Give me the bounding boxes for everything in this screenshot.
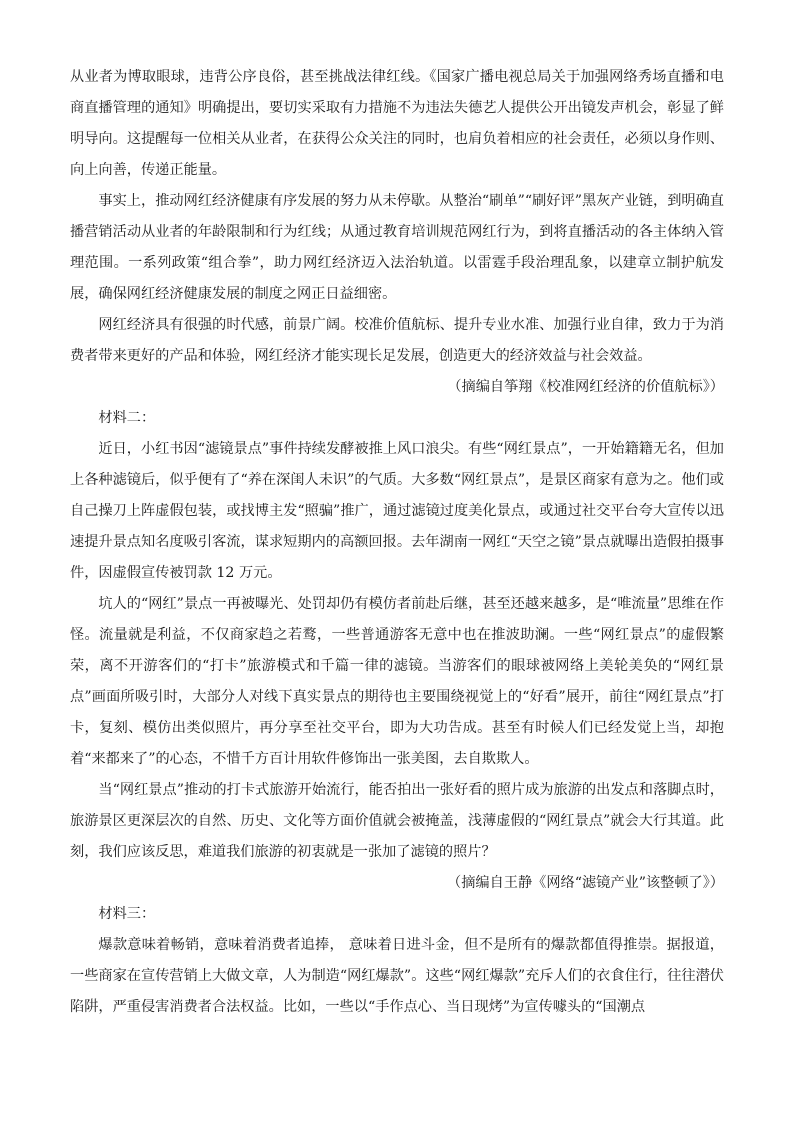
paragraph-4: 近日，小红书因“滤镜景点”事件持续发酵被推上风口浪尖。有些“网红景点”，一开始籍籍无名，但加上各种滤镜后，似乎便有了“养在深闺人未识”的气质。大多数“网红景点”，是景区商家有意为之。他们或自己操刀上阵虚假包装，或找博主发“照骗”推广，通过滤镜过度美化景点，或通过社交平台夸大宣传以迅速提升景点知名度吸引客流，谋求短期内的高额回报。去年湖南一网红“天空之镜”景点就曝出造假拍摄事件，因虚假宣传被罚款 12 万元。: [70, 441, 724, 581]
section-heading-material-2: 材料二：: [98, 410, 156, 426]
paragraph-7: 爆款意味着畅销，意味着消费者追捧， 意味着日进斗金，但不是所有的爆款都值得推崇。据报道，一些商家在宣传营销上大做文章，人为制造“网红爆款”。这些“网红爆款”充斥人们的衣食住行，往往潜伏陷阱，严重侵害消费者合法权益。比如，一些以“手作点心、当日现烤”为宣传噱头的“国潮点: [70, 937, 724, 1015]
paragraph-2: 事实上，推动网红经济健康有序发展的努力从未停歇。从整治“刷单”“刷好评”黑灰产业链，到明确直播营销活动从业者的年龄限制和行为红线；从通过教育培训规范网红行为，到将直播活动的各主体纳入管理范围。一系列政策“组合拳”，助力网红经济迈入法治轨道。以雷霆手段治理乱象，以建章立制护航发展，确保网红经济健康发展的制度之网正日益细密。: [70, 193, 724, 302]
paragraph-3: 网红经济具有很强的时代感，前景广阔。校准价值航标、提升专业水准、加强行业自律，致力于为消费者带来更好的产品和体验，网红经济才能实现长足发展，创造更大的经济效益与社会效益。: [70, 317, 724, 364]
document-page: [70, 62, 724, 1023]
source-citation-2: （摘编自王静《网络“滤镜产业”该整顿了》）: [447, 875, 724, 891]
paragraph-5: 坑人的“网红”景点一再被曝光、处罚却仍有模仿者前赴后继，甚至还越来越多，是“唯流量”思维在作怪。流量就是利益，不仅商家趋之若鹜，一些普通游客无意中也在推波助澜。一些“网红景点”的虚假繁荣，离不开游客们的“打卡”旅游模式和千篇一律的滤镜。当游客们的眼球被网络上美轮美奂的“网红景点”画面所吸引时，大部分人对线下真实景点的期待也主要围绕视觉上的“好看”展开，前往“网红景点”打卡，复刻、模仿出类似照片，再分享至社交平台，即为大功告成。甚至有时候人们已经发觉上当，却抱着“来都来了”的心态，不惜千方百计用软件修饰出一张美图，去自欺欺人。: [70, 596, 724, 767]
source-citation-1: （摘编自筝翔《校准网红经济的价值航标》）: [447, 379, 724, 395]
paragraph-6: 当“网红景点”推动的打卡式旅游开始流行，能否拍出一张好看的照片成为旅游的出发点和落脚点时，旅游景区更深层次的自然、历史、文化等方面价值就会被掩盖，浅薄虚假的“网红景点”就会大行其道。此刻，我们应该反思，难道我们旅游的初衷就是一张加了滤镜的照片？: [70, 782, 724, 860]
section-heading-material-3: 材料三：: [98, 906, 156, 922]
paragraph-1: 从业者为博取眼球，违背公序良俗，甚至挑战法律红线。《国家广播电视总局关于加强网络秀场直播和电商直播管理的通知》明确提出，要切实采取有力措施不为违法失德艺人提供公开出镜发声机会，彰显了鲜明导向。这提醒每一位相关从业者，在获得公众关注的同时，也肩负着相应的社会责任，必须以身作则、向上向善，传递正能量。: [70, 69, 724, 178]
